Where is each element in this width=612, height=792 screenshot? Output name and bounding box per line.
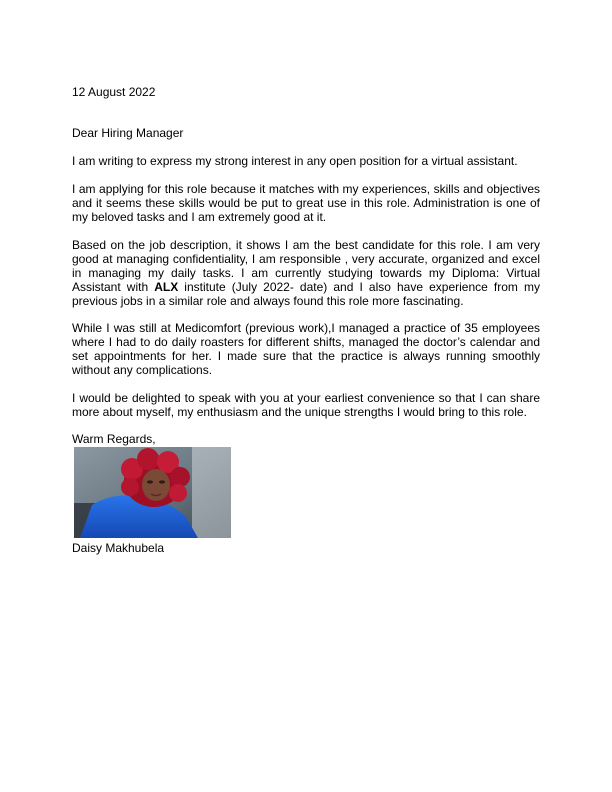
profile-photo-image xyxy=(74,447,231,538)
letter-date: 12 August 2022 xyxy=(72,85,156,99)
paragraph-closing: I would be delighted to speak with you at your earliest convenience so that I can share more about myself, my enthusiasm and the unique strengths I would bring to this role. xyxy=(72,391,540,419)
qualifications-text-end: institute (July 2022- date) and I also have experience from my previous jobs in a similar role and always found this role more fascinating. xyxy=(72,280,540,308)
qualifications-text-start: Based on the job description, it shows I am the best candidate for this role. I am very good at managing confidentiality, I am responsible , very accurate, organized and excel in managing my daily tasks. I am currently studying towards my Diploma: Virtual Assistant with xyxy=(72,238,540,294)
signature-name: Daisy Makhubela xyxy=(72,541,165,555)
profile-photo xyxy=(74,447,231,538)
salutation: Dear Hiring Manager xyxy=(72,126,184,140)
closing-regards: Warm Regards, xyxy=(72,432,156,446)
alx-bold-text: ALX xyxy=(154,280,179,294)
paragraph-qualifications xyxy=(72,238,540,308)
paragraph-motivation: I am applying for this role because it matches with my experiences, skills and objectives and it seems these skills would be put to great use in this role. Administration is one of my beloved tasks and I am extremely good at it. xyxy=(72,182,540,224)
paragraph-experience: While I was still at Medicomfort (previous work),I managed a practice of 35 employees where I had to do daily roasters for different shifts, managed the doctor’s calendar and set appointments for her. I made sure that the practice is always running smoothly without any complications. xyxy=(72,321,540,377)
paragraph-intro: I am writing to express my strong interest in any open position for a virtual assistant. xyxy=(72,154,518,168)
